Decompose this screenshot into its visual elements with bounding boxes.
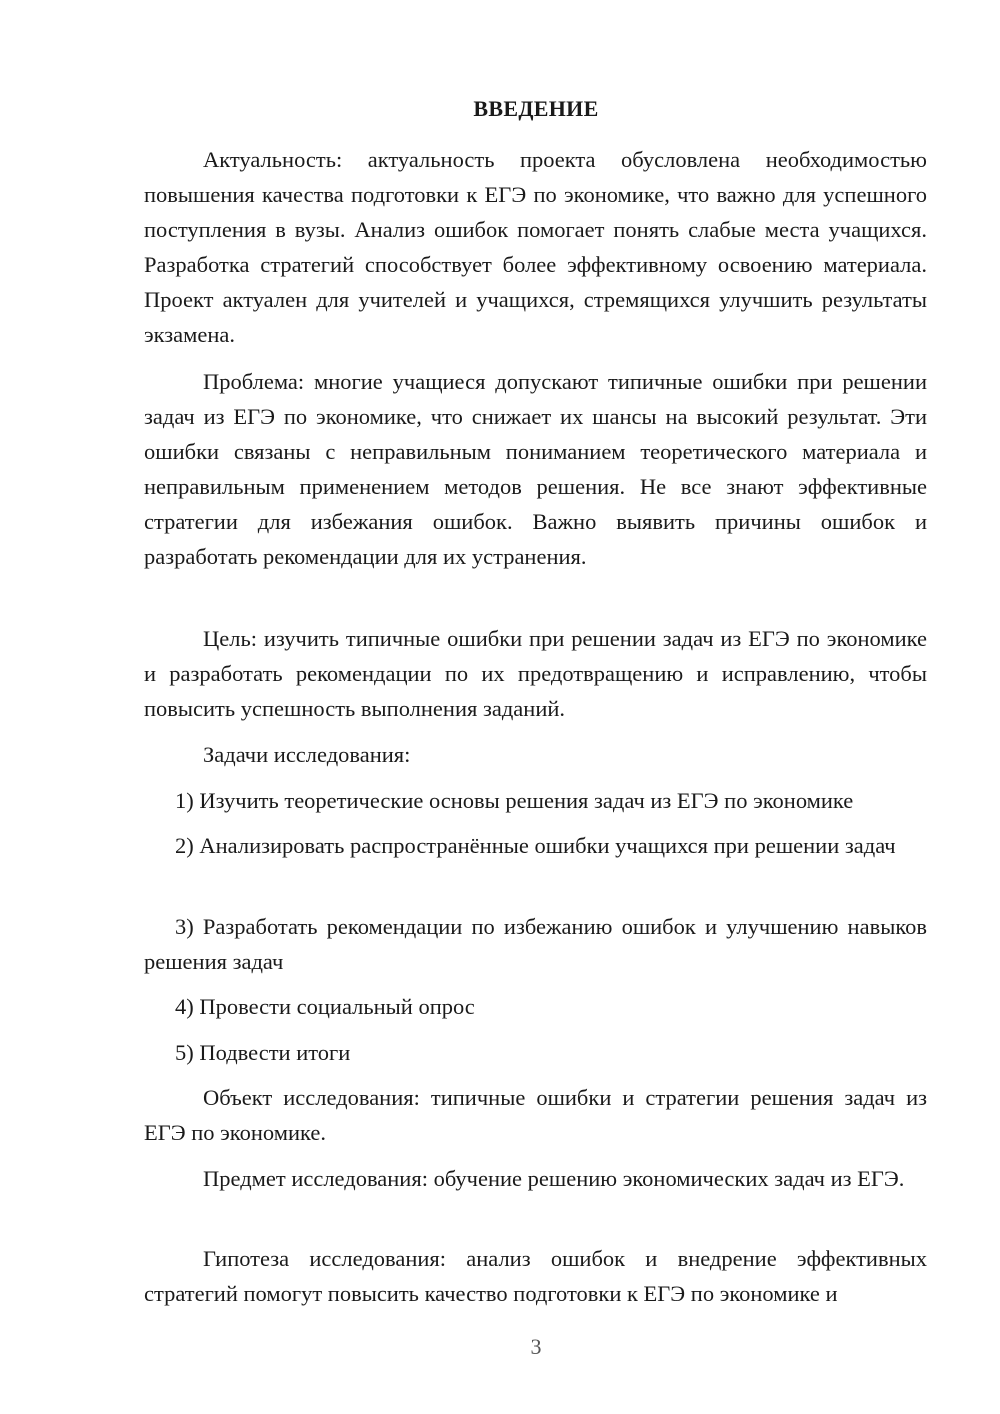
task-item-5: 5) Подвести итоги — [175, 1040, 351, 1065]
section-title: ВВЕДЕНИЕ — [473, 96, 599, 121]
paragraph-problem: Проблема: многие учащиеся допускают типичные ошибки при решении задач из ЕГЭ по экономике, что снижает их шансы на высокий результат. Эти ошибки связаны с неправильным пониманием теоретического материала и неправильным применением методов решения. Не все знают эффективные стратегии для избежания ошибок. Важно выявить причины ошибок и разработать рекомендации для их устранения. — [144, 369, 927, 569]
task-item-2: 2) Анализировать распространённые ошибки учащихся при решении задач — [175, 833, 896, 858]
task-item-1: 1) Изучить теоретические основы решения задач из ЕГЭ по экономике — [175, 788, 854, 813]
paragraph-goal: Цель: изучить типичные ошибки при решении задач из ЕГЭ по экономике и разработать рекомендации по их предотвращению и исправлению, чтобы повысить успешность выполнения заданий. — [144, 626, 927, 721]
tasks-heading: Задачи исследования: — [203, 742, 411, 767]
paragraph-hypothesis: Гипотеза исследования: анализ ошибок и внедрение эффективных стратегий помогут повысить качество подготовки к ЕГЭ по экономике и — [144, 1246, 927, 1306]
paragraph-object: Объект исследования: типичные ошибки и стратегии решения задач из ЕГЭ по экономике. — [144, 1085, 927, 1145]
page-number: 3 — [530, 1334, 542, 1359]
task-item-4: 4) Провести социальный опрос — [175, 994, 475, 1019]
task-item-3: 3) Разработать рекомендации по избежанию ошибок и улучшению навыков решения задач — [144, 914, 927, 974]
paragraph-subject: Предмет исследования: обучение решению экономических задач из ЕГЭ. — [203, 1166, 905, 1191]
paragraph-relevance: Актуальность: актуальность проекта обусловлена необходимостью повышения качества подготовки к ЕГЭ по экономике, что важно для успешного поступления в вузы. Анализ ошибок помогает понять слабые места учащихся. Разработка стратегий способствует более эффективному освоению материала. Проект актуален для учителей и учащихся, стремящихся улучшить результаты экзамена. — [144, 147, 927, 347]
